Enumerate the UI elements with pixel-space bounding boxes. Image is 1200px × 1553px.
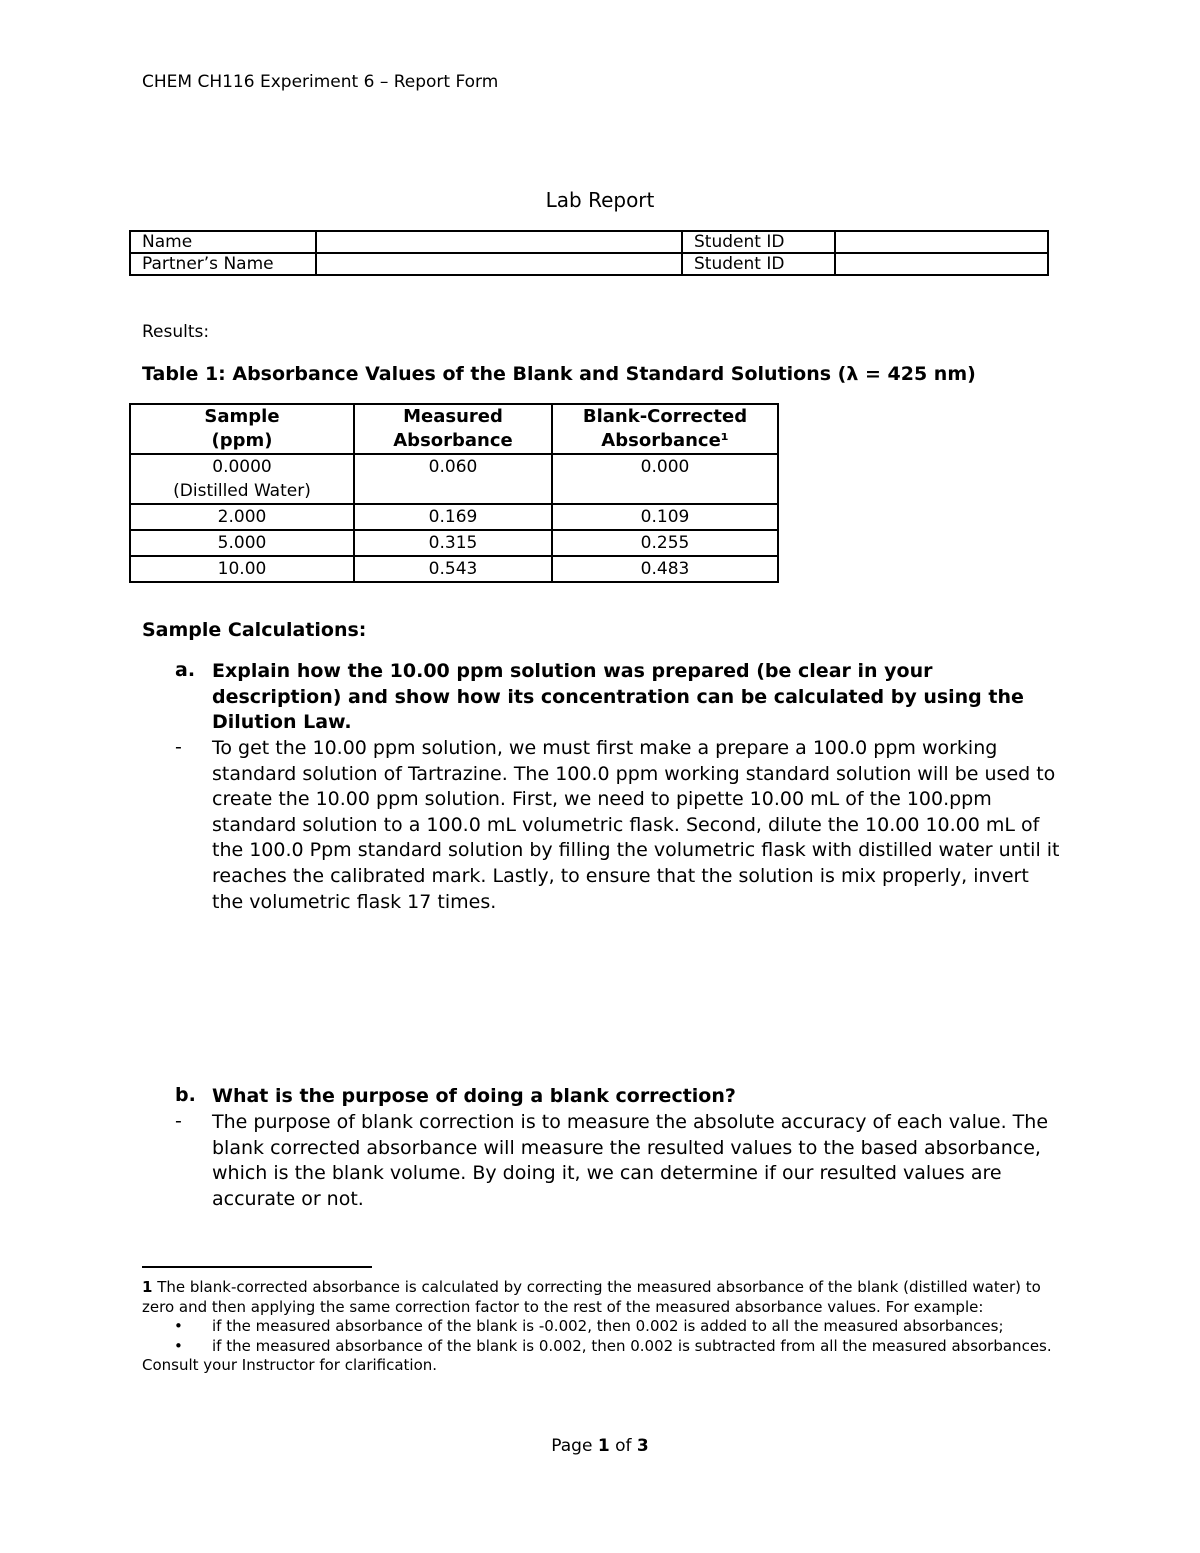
sample-cell: 5.000: [130, 530, 354, 556]
footnote-list: [142, 1317, 1062, 1356]
page-current: 1: [597, 1436, 610, 1456]
header-line: Sample: [204, 406, 280, 427]
page-title: Lab Report: [545, 188, 655, 212]
footnote-divider: [142, 1266, 372, 1268]
student-info-table: [129, 230, 1049, 276]
student-id-label: Student ID: [682, 231, 835, 253]
footnote-number: 1: [142, 1278, 153, 1296]
measured-cell: 0.315: [354, 530, 552, 556]
sample-calculations-heading: Sample Calculations:: [142, 619, 367, 641]
corrected-cell: 0.000: [552, 454, 778, 504]
header-line: Blank-Corrected: [582, 406, 748, 427]
answer-b: [175, 1110, 1065, 1212]
footnote-closing: Consult your Instructor for clarification.: [142, 1356, 438, 1374]
page-prefix: Page: [551, 1436, 598, 1456]
column-header-sample: [130, 404, 354, 454]
footnote-paragraph: [142, 1278, 1062, 1317]
question-b: [175, 1084, 1055, 1110]
corrected-cell: 0.483: [552, 556, 778, 582]
sample-value: 0.0000: [212, 457, 272, 477]
table-header-row: [130, 404, 778, 454]
student-id-field[interactable]: [835, 231, 1048, 253]
page-total: 3: [636, 1436, 649, 1456]
list-item: [142, 1317, 1062, 1337]
partner-student-id-field[interactable]: [835, 253, 1048, 275]
table-row: [130, 454, 778, 504]
table-row: [130, 231, 1048, 253]
answer-text: To get the 10.00 ppm solution, we must first make a prepare a 100.0 ppm working standard solution of Tartrazine. The 100.0 ppm working standard solution will be used to create the 10.00 ppm solution. First, we need to pipette 10.00 mL of the 100.ppm standard solution to a 100.0 mL volumetric flask. Second, dilute the 10.00 10.00 mL of the 100.0 Ppm standard solution by filling the volumetric flask with distilled water until it reaches the calibrated mark. Lastly, to ensure that the solution is mix properly, invert the volumetric flask 17 times.: [212, 737, 1060, 913]
column-header-corrected: [552, 404, 778, 454]
page-middle: of: [609, 1436, 637, 1456]
partner-name-label: Partner’s Name: [130, 253, 316, 275]
list-item-text: if the measured absorbance of the blank is -0.002, then 0.002 is added to all the measured absorbances;: [212, 1317, 1004, 1335]
header-line: Absorbance: [393, 430, 513, 451]
sample-cell: 2.000: [130, 504, 354, 530]
question-text: What is the purpose of doing a blank correction?: [212, 1085, 736, 1107]
sample-cell: [130, 454, 354, 504]
name-field[interactable]: [316, 231, 682, 253]
footnote: [142, 1278, 1062, 1376]
name-label: Name: [130, 231, 316, 253]
table-row: [130, 556, 778, 582]
footnote-text: The blank-corrected absorbance is calculated by correcting the measured absorbance of the blank (distilled water) to zero and then applying the same correction factor to the rest of the measured absorbance values. For example:: [142, 1278, 1041, 1316]
list-item: [142, 1337, 1062, 1357]
table-caption: Table 1: Absorbance Values of the Blank and Standard Solutions (λ = 425 nm): [142, 363, 976, 385]
header-line: (ppm): [211, 430, 273, 451]
measured-cell: 0.543: [354, 556, 552, 582]
absorbance-table: [129, 403, 779, 583]
partner-name-field[interactable]: [316, 253, 682, 275]
bullet-icon: •: [174, 1336, 183, 1355]
answer-a: [175, 736, 1065, 915]
answer-text: The purpose of blank correction is to measure the absolute accuracy of each value. The blank corrected absorbance will measure the resulted values to the based absorbance, which is the blank volume. By doing it, we can determine if our resulted values are accurate or not.: [212, 1111, 1049, 1210]
answer-dash: -: [175, 736, 182, 758]
list-item-text: if the measured absorbance of the blank is 0.002, then 0.002 is subtracted from all the measured absorbances.: [212, 1336, 1052, 1355]
header-line: Measured: [403, 406, 503, 427]
table-row: [130, 504, 778, 530]
answer-dash: -: [175, 1110, 182, 1132]
results-label: Results:: [142, 322, 210, 342]
measured-cell: 0.169: [354, 504, 552, 530]
corrected-cell: 0.255: [552, 530, 778, 556]
table-row: [130, 253, 1048, 275]
page-number: [0, 1436, 1200, 1456]
question-a: [175, 659, 1055, 736]
corrected-cell: 0.109: [552, 504, 778, 530]
column-header-measured: [354, 404, 552, 454]
question-marker: a.: [175, 659, 196, 681]
bullet-icon: •: [174, 1317, 183, 1335]
table-row: [130, 530, 778, 556]
header-line: Absorbance¹: [601, 430, 729, 451]
question-text: Explain how the 10.00 ppm solution was prepared (be clear in your description) and show how its concentration can be calculated by using the Dilution Law.: [212, 660, 1024, 733]
sample-cell: 10.00: [130, 556, 354, 582]
question-marker: b.: [175, 1084, 196, 1106]
sample-note: (Distilled Water): [173, 481, 311, 501]
running-header: CHEM CH116 Experiment 6 – Report Form: [142, 72, 499, 92]
partner-student-id-label: Student ID: [682, 253, 835, 275]
measured-cell: 0.060: [354, 454, 552, 504]
